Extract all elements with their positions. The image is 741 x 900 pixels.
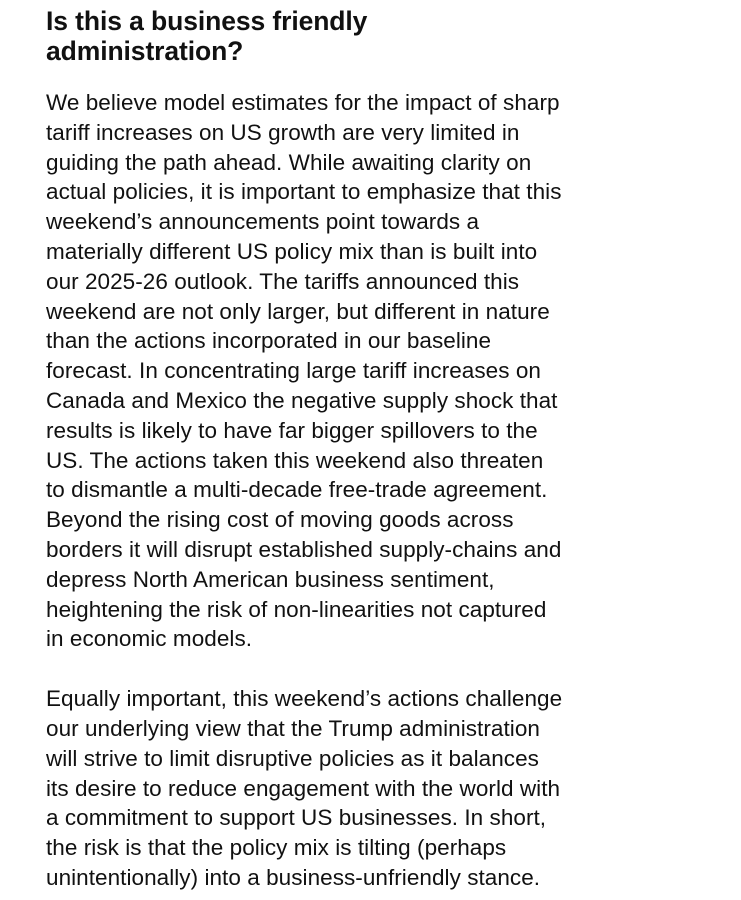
paragraph-line: unintentionally) into a business-unfriendly stance. (46, 864, 541, 890)
paragraph-line: heightening the risk of non-linearities not captured (46, 596, 547, 622)
paragraph-line: than the actions incorporated in our baseline (46, 328, 492, 354)
paragraph-line: depress North American business sentiment, (46, 566, 495, 592)
article-heading (46, 0, 736, 66)
paragraph-line: Equally important, this weekend’s actions challenge (46, 686, 563, 712)
paragraph-line: borders it will disrupt established supply-chains and (46, 536, 562, 562)
paragraph-line: weekend’s announcements point towards a (46, 209, 480, 235)
paragraph-line: our 2025-26 outlook. The tariffs announced this (46, 268, 520, 294)
paragraph-line: Canada and Mexico the negative supply shock that (46, 387, 558, 413)
heading-line: Is this a business friendly (46, 6, 368, 36)
paragraph-line: tariff increases on US growth are very limited in (46, 119, 520, 145)
paragraph-line: results is likely to have far bigger spillovers to the (46, 417, 538, 443)
paragraph-line: We believe model estimates for the impact of sharp (46, 90, 560, 115)
paragraph-line: weekend are not only larger, but different in nature (46, 298, 550, 324)
paragraph-line: to dismantle a multi-decade free-trade agreement. (46, 477, 548, 503)
paragraph-line: materially different US policy mix than is built into (46, 238, 538, 264)
paragraph-line: its desire to reduce engagement with the world with (46, 775, 561, 801)
paragraph-line: in economic models. (46, 626, 253, 652)
paragraph-1 (46, 88, 736, 654)
paragraph-line: guiding the path ahead. While awaiting clarity on (46, 149, 532, 175)
paragraph-line: our underlying view that the Trump administration (46, 715, 540, 741)
paragraph-2 (46, 684, 736, 893)
paragraph-line: actual policies, it is important to emphasize that this (46, 179, 562, 205)
paragraph-line: US. The actions taken this weekend also threaten (46, 447, 544, 473)
paragraph-line: the risk is that the policy mix is tilting (perhaps (46, 835, 507, 861)
document-body (46, 0, 736, 893)
paragraph-line: Beyond the rising cost of moving goods across (46, 507, 514, 533)
paragraph-line: will strive to limit disruptive policies as it balances (46, 745, 539, 771)
paragraph-line: forecast. In concentrating large tariff increases on (46, 358, 541, 384)
paragraph-line: a commitment to support US businesses. In short, (46, 805, 547, 831)
heading-line: administration? (46, 36, 244, 66)
